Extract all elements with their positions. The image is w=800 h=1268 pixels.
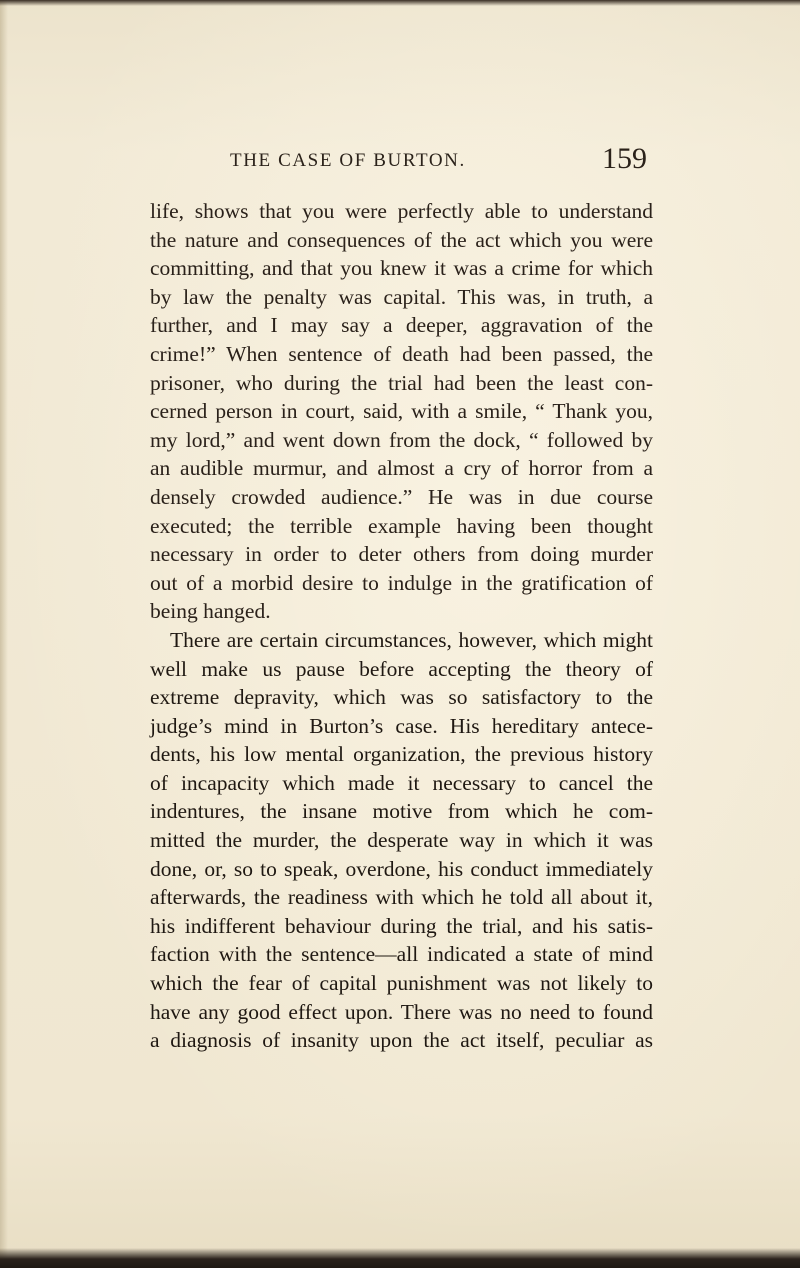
text-line: life, shows that you were perfectly able to understand [150,199,653,223]
text-line: judge’s mind in Burton’s case. His hereditary antece- [150,713,653,738]
paragraph-2 [150,626,653,1055]
running-head-title: THE CASE OF BURTON. [230,150,466,171]
paragraph-1 [150,197,653,626]
text-line: his indifferent behaviour during the trial, and his satis- [150,913,653,938]
running-head [150,142,750,188]
text-line: further, and I may say a deeper, aggravation of the [150,313,653,338]
text-line: being hanged. [150,599,271,624]
page-bottom-edge-shadow [0,1248,800,1268]
page-top-edge-shadow [0,0,800,6]
text-line: faction with the sentence—all indicated a state of mind [150,942,653,967]
text-line: necessary in order to deter others from doing murder [150,542,653,567]
text-line: densely crowded audience.” He was in due course [150,484,653,509]
text-line: dents, his low mental organization, the previous history [150,742,653,767]
text-line: done, or, so to speak, overdone, his conduct immediately [150,856,653,881]
text-line: which the fear of capital punishment was not likely to [150,971,653,996]
text-line: my lord,” and went down from the dock, “ followed by [150,427,653,452]
text-line: There are certain circumstances, however, which might [170,627,653,652]
text-line: well make us pause before accepting the theory of [150,656,653,681]
text-line: extreme depravity, which was so satisfactory to the [150,685,653,710]
text-line: by law the penalty was capital. This was, in truth, a [150,284,653,309]
page-number: 159 [602,142,647,175]
text-line: have any good effect upon. There was no need to found [150,999,653,1024]
text-line: an audible murmur, and almost a cry of horror from a [150,456,653,481]
page-left-edge-shadow [0,0,8,1268]
text-line: afterwards, the readiness with which he told all about it, [150,885,653,910]
text-line: committing, and that you knew it was a crime for which [150,256,653,281]
text-line: indentures, the insane motive from which he com- [150,799,653,824]
text-line: out of a morbid desire to indulge in the gratification of [150,570,653,595]
text-line: cerned person in court, said, with a smile, “ Thank you, [150,399,653,424]
text-line: the nature and consequences of the act which you were [150,227,653,252]
text-line: of incapacity which made it necessary to cancel the [150,770,653,795]
text-line: prisoner, who during the trial had been the least con- [150,370,653,395]
body-text [150,197,653,1055]
text-line: executed; the terrible example having been thought [150,513,653,538]
text-line: mitted the murder, the desperate way in which it was [150,828,653,853]
text-line: a diagnosis of insanity upon the act itself, peculiar as [150,1028,653,1053]
text-line: crime!” When sentence of death had been passed, the [150,341,653,366]
